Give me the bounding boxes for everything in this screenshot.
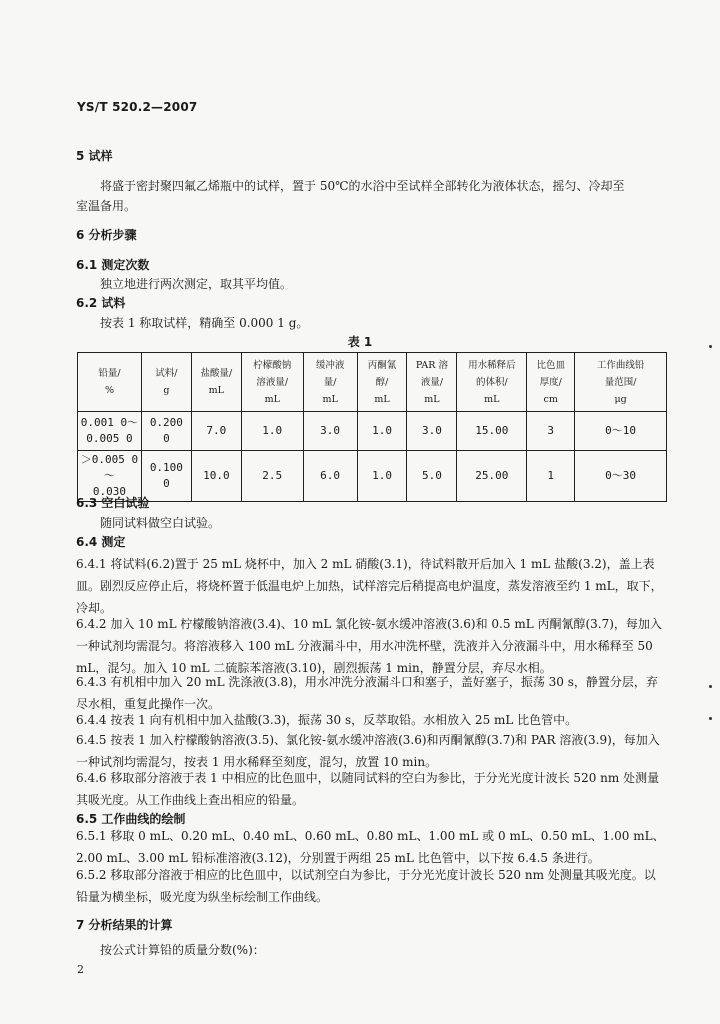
table-cell: 3 <box>527 412 575 451</box>
table-1 <box>77 352 667 502</box>
para-6-4-1: 6.4.1 将试料(6.2)置于 25 mL 烧杯中，加入 2 mL 硝酸(3.1)，待试料散开后加入 1 mL 盐酸(3.2)，盖上表皿。剧烈反应停止后，将烧杯置于低温电炉上加热，试样溶完后稍提高电炉温度，蒸发溶液至约 1 mL，取下，冷却。 <box>76 557 663 615</box>
para-6-4-2: 6.4.2 加入 10 mL 柠檬酸钠溶液(3.4)、10 mL 氯化铵-氨水缓冲溶液(3.6)和 0.5 mL 丙酮氰醇(3.7)，每加入一种试剂均需混匀。将溶液移入 100 mL 分液漏斗中，用水冲洗杯壁，洗液并入分液漏斗中，用水稀释至 50 mL，混匀。加入 10 mL 二硫腙苯溶液(3.10)，剧烈振荡 1 min，静置分层，弃尽水相。 <box>76 617 662 675</box>
header-citrate-volume: 柠檬酸钠 溶液量/ mL <box>241 353 303 412</box>
table-cell: 7.0 <box>191 412 241 451</box>
table-cell: 1 <box>527 451 575 502</box>
scan-dot <box>709 345 712 348</box>
header-hcl-volume: 盐酸量/ mL <box>191 353 241 412</box>
section-6-5-heading: 6.5 工作曲线的绘制 <box>76 812 186 826</box>
section-5-para-line1: 将盛于密封聚四氟乙烯瓶中的试样，置于 50℃的水浴中至试样全部转化为液体状态，摇匀、冷却至 <box>100 179 625 193</box>
table-cell: 1.0 <box>357 412 407 451</box>
header-cuvette-thickness: 比色皿 厚度/ cm <box>527 353 575 412</box>
section-6-3-heading: 6.3 空白试验 <box>76 496 150 510</box>
table-cell: 0.100 0 <box>141 451 191 502</box>
page-number: 2 <box>77 963 84 976</box>
header-buffer-volume: 缓冲液 量/ mL <box>303 353 357 412</box>
table-cell: 3.0 <box>407 412 457 451</box>
table-cell: 0～30 <box>575 451 667 502</box>
section-6-3-para: 随同试料做空白试验。 <box>100 516 221 530</box>
para-6-4-4: 6.4.4 按表 1 向有机相中加入盐酸(3.3)，振荡 30 s，反萃取铅。水相放入 25 mL 比色管中。 <box>76 713 578 727</box>
table-cell: 10.0 <box>191 451 241 502</box>
table-cell: 0.001 0～ 0.005 0 <box>78 412 142 451</box>
para-6-4-6: 6.4.6 移取部分溶液于表 1 中相应的比色皿中，以随同试料的空白为参比，于分光光度计波长 520 nm 处测量其吸光度。从工作曲线上查出相应的铅量。 <box>76 771 660 807</box>
para-6-4-5: 6.4.5 按表 1 加入柠檬酸钠溶液(3.5)、氯化铵-氨水缓冲溶液(3.6)和丙酮氰醇(3.7)和 PAR 溶液(3.9)，每加入一种试剂均需混匀，按表 1 用水稀释至刻度，混匀，放置 10 min。 <box>76 733 660 769</box>
table-cell: 1.0 <box>241 412 303 451</box>
section-6-2-para: 按表 1 称取试样，精确至 0.000 1 g。 <box>100 316 309 330</box>
header-diluted-volume: 用水稀释后 的体积/ mL <box>457 353 527 412</box>
table-cell: 0.200 0 <box>141 412 191 451</box>
section-6-1-heading: 6.1 测定次数 <box>76 258 150 272</box>
section-7-para: 按公式计算铅的质量分数(%)： <box>100 943 265 957</box>
table-cell: 15.00 <box>457 412 527 451</box>
table-row <box>78 412 667 451</box>
header-par-volume: PAR 溶 液量/ mL <box>407 353 457 412</box>
header-curve-range: 工作曲线铅 量范围/ μg <box>575 353 667 412</box>
table-cell: 5.0 <box>407 451 457 502</box>
section-6-1-para: 独立地进行两次测定，取其平均值。 <box>100 277 293 291</box>
table-cell: 2.5 <box>241 451 303 502</box>
table-cell: 6.0 <box>303 451 357 502</box>
header-lead-content: 铅量/ % <box>78 353 142 412</box>
section-6-4-heading: 6.4 测定 <box>76 535 126 549</box>
table-cell: 25.00 <box>457 451 527 502</box>
para-6-4-3: 6.4.3 有机相中加入 20 mL 洗涤液(3.8)，用水冲洗分液漏斗口和塞子，盖好塞子，振荡 30 s，静置分层，弃尽水相，重复此操作一次。 <box>76 675 658 711</box>
table-1-header-row <box>78 353 667 412</box>
section-7-heading: 7 分析结果的计算 <box>76 918 173 932</box>
table-1-title: 表 1 <box>347 335 373 349</box>
scan-dot <box>709 717 712 720</box>
table-cell: ＞0.005 0～ 0.030 <box>78 451 142 502</box>
table-cell: 3.0 <box>303 412 357 451</box>
section-5-heading: 5 试样 <box>76 149 113 163</box>
header-acetone-cyanohydrin: 丙酮氰 醇/ mL <box>357 353 407 412</box>
section-6-heading: 6 分析步骤 <box>76 228 137 242</box>
standard-number: YS/T 520.2—2007 <box>77 100 198 114</box>
header-sample-mass: 试料/ g <box>141 353 191 412</box>
scan-dot <box>709 685 712 688</box>
section-5-para-line2: 室温备用。 <box>76 199 137 213</box>
para-6-5-1: 6.5.1 移取 0 mL、0.20 mL、0.40 mL、0.60 mL、0.80 mL、1.00 mL 或 0 mL、0.50 mL、1.00 mL、2.00 mL、3.00 mL 铅标准溶液(3.12)，分别置于两组 25 mL 比色管中，以下按 6.4.5 条进行。 <box>76 829 665 865</box>
table-cell: 1.0 <box>357 451 407 502</box>
section-6-2-heading: 6.2 试料 <box>76 296 126 310</box>
table-cell: 0～10 <box>575 412 667 451</box>
para-6-5-2: 6.5.2 移取部分溶液于相应的比色皿中，以试剂空白为参比，于分光光度计波长 520 nm 处测量其吸光度。以铅量为横坐标，吸光度为纵坐标绘制工作曲线。 <box>76 868 656 904</box>
